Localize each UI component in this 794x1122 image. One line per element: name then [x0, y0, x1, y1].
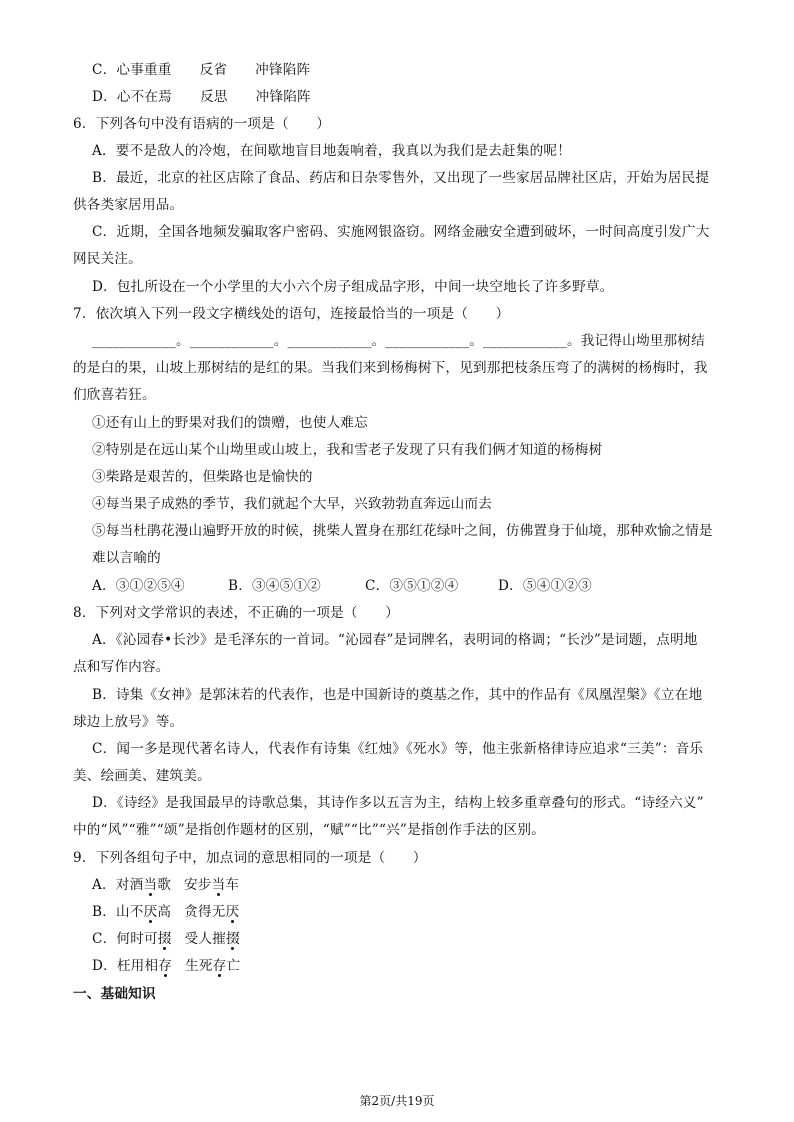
q9-a-dotted-word-1: 当: [143, 877, 158, 893]
q9-b-phrase2-pre: 贪得无: [184, 904, 226, 920]
q5-option-d-word1: D．心不在焉: [92, 89, 173, 105]
q7-passage-line1: ____________。____________。____________。____________。____________。我记得山坳里那树结: [92, 333, 705, 349]
q8-option-c-line2: 美、绘画美、建筑美。: [73, 768, 211, 784]
q5-option-d-word2: 反思: [200, 89, 228, 105]
q6-option-a: A．要不是敌人的冷炮，在间歇地盲目地轰响着，我真以为我们是去赶集的呢！: [92, 143, 572, 159]
q9-option-d: [92, 956, 240, 976]
q9-a-phrase2-post: 车: [225, 877, 240, 893]
q8-option-a-line1: A．《沁园春•长沙》是毛泽东的一首词。“沁园春”是词牌名，表明词的格调；“长沙”是词题，点明地: [92, 632, 698, 648]
q9-c-dotted-word-1: 掇: [157, 931, 172, 947]
q8-stem: 8．下列对文学常识的表述，不正确的一项是（ ）: [73, 605, 400, 621]
q6-stem: 6．下列各句中没有语病的一项是（ ）: [73, 116, 331, 132]
q7-option-c: C．③⑤①②④: [365, 578, 459, 594]
q8-option-d-line2: 中的“风”“雅”“颂”是指创作题材的区别，“赋”“比”“兴”是指创作手法的区别。: [73, 822, 546, 838]
q9-a-prefix: A．对酒: [92, 877, 144, 893]
q7-option-b: B．③④⑤①②: [228, 578, 321, 594]
q9-c-phrase2-pre: 受人摧: [184, 931, 226, 947]
q7-sentence-5-line1: ⑤每当杜鹃花漫山遍野开放的时候，挑柴人置身在那红花绿叶之间，仿佛置身于仙境，那种欢愉之情是: [92, 523, 713, 539]
q9-b-dotted-word-1: 厌: [143, 904, 158, 920]
q9-b-prefix: B．山不: [92, 904, 144, 920]
q9-c-dotted-word-2: 掇: [225, 931, 240, 947]
q6-option-b-line2: 供各类家居用品。: [73, 197, 184, 213]
q7-option-d: D．⑤④①②③: [498, 578, 592, 594]
q9-a-suffix: 歌: [157, 877, 171, 893]
q8-option-d-line1: D．《诗经》是我国最早的诗歌总集，其诗作多以五言为主，结构上较多重章叠句的形式。“诗经六义”: [92, 795, 704, 811]
q8-option-b-line1: B．诗集《女神》是郭沫若的代表作，也是中国新诗的奠基之作，其中的作品有《凤凰涅槃》《立在地: [92, 687, 703, 703]
q9-d-dotted-word-2: 存: [212, 958, 227, 974]
q7-sentence-5-line2: 难以言喻的: [92, 550, 161, 566]
q9-d-phrase2-pre: 生死: [185, 958, 213, 974]
q9-option-b: [92, 902, 239, 922]
section-heading: 一、基础知识: [73, 986, 156, 1002]
q7-sentence-2: ②特别是在远山某个山坳里或山坡上，我和雪老子发现了只有我们俩才知道的杨梅树: [92, 442, 603, 458]
q5-option-c-word1: C．心事重重: [92, 62, 172, 78]
q7-stem: 7．依次填入下列一段文字横线处的语句，连接最恰当的一项是（ ）: [73, 306, 510, 322]
q8-option-b-line2: 球边上放号》等。: [73, 714, 184, 730]
q7-sentence-3: ③柴路是艰苦的，但柴路也是愉快的: [92, 469, 313, 485]
q8-option-a-line2: 点和写作内容。: [73, 659, 170, 675]
q6-option-d: D．包扎所设在一个小学里的大小六个房子组成品字形，中间一块空地长了许多野草。: [92, 279, 614, 295]
q9-a-phrase2-pre: 安步: [184, 877, 212, 893]
q6-option-b-line1: B．最近，北京的社区店除了食品、药店和日杂零售外，又出现了一些家居品牌社区店，开始为居民提: [92, 170, 710, 186]
q5-option-c-word2: 反省: [199, 62, 228, 78]
q6-option-c-line2: 网民关注。: [73, 251, 142, 267]
q9-stem: 9．下列各组句子中，加点词的意思相同的一项是（ ）: [73, 850, 427, 866]
q7-passage-line3: 们欣喜若狂。: [73, 387, 156, 403]
q9-d-dotted-word-1: 存: [158, 958, 173, 974]
q7-sentence-4: ④每当果子成熟的季节，我们就起个大早，兴致勃勃直奔远山而去: [92, 496, 493, 512]
q9-option-a: [92, 875, 239, 895]
q9-a-dotted-word-2: 当: [211, 877, 226, 893]
q8-option-c-line1: C．闻一多是现代著名诗人，代表作有诗集《红烛》《死水》等，他主张新格律诗应追求“三美”：音乐: [92, 741, 704, 757]
page-number-footer: 第2页/共19页: [359, 1094, 435, 1108]
q7-sentence-1: ①还有山上的野果对我们的馈赠，也使人难忘: [92, 415, 368, 431]
q9-d-prefix: D．枉用相: [92, 958, 159, 974]
q7-option-a: A．③①②⑤④: [92, 578, 185, 594]
q9-option-c: [92, 929, 240, 949]
q9-b-dotted-word-2: 厌: [225, 904, 240, 920]
q5-option-c-word3: 冲锋陷阵: [255, 62, 311, 78]
q9-b-suffix: 高: [157, 904, 172, 920]
q7-options-row: [0, 576, 794, 596]
q5-option-d-word3: 冲锋陷阵: [255, 89, 311, 105]
q5-option-d: [92, 87, 311, 107]
q6-option-c-line1: C．近期，全国各地频发骗取客户密码、实施网银盗窃。网络金融安全遭到破坏，一时间高度引发广大: [92, 224, 710, 240]
q9-c-prefix: C．何时可: [92, 931, 158, 947]
q9-d-phrase2-post: 亡: [226, 958, 241, 974]
q7-passage-line2: 的是白的果，山坡上那树结的是红的果。当我们来到杨梅树下，见到那把枝条压弯了的满树的杨梅时，我: [73, 360, 708, 376]
q5-option-c: [92, 60, 310, 80]
